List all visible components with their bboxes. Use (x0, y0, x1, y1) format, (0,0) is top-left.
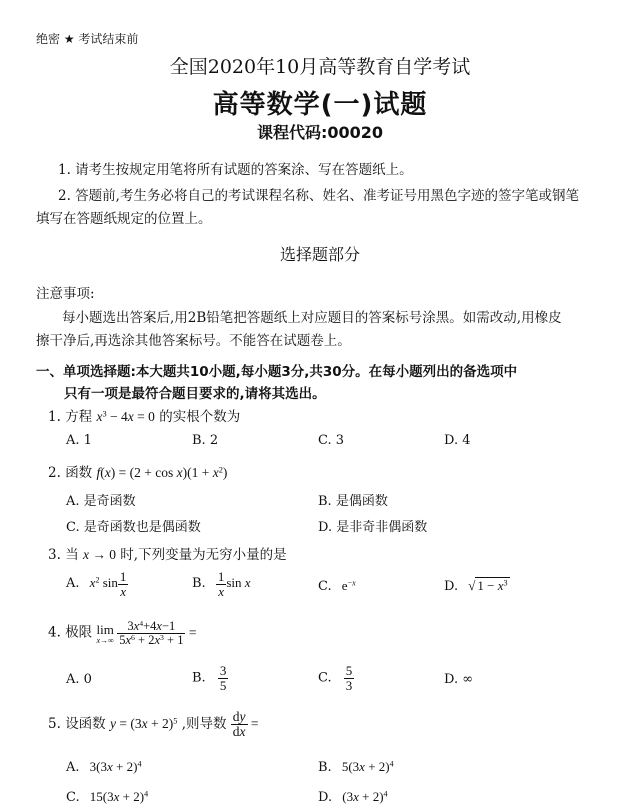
question-number: 5. (48, 715, 61, 732)
formula: $x^2$ sin $\frac{1}{x}$ (89, 569, 127, 599)
q3-option-c (318, 578, 356, 594)
question-text: 设函数 (65, 715, 106, 732)
option-letter: A. (66, 576, 80, 592)
option-letter: C. (66, 790, 80, 805)
formula: $e^{-x}$ (341, 578, 356, 593)
instruction-1: 1. 请考生按规定用笔将所有试题的答案涂、写在答题纸上。 (58, 162, 413, 178)
formula: $3(3x + 2)^4$ (89, 759, 142, 774)
question-text: 函数 (65, 465, 93, 481)
formula: $\frac{5}{3}$ (345, 663, 353, 693)
q2-option-a: A. 是奇函数 (66, 494, 136, 509)
formula: $(3x + 2)^4$ (342, 789, 388, 804)
question-3 (48, 543, 287, 563)
option-letter: C. (318, 670, 332, 686)
option-letter: C. (318, 579, 332, 594)
q2-option-d: D. 是非奇非偶函数 (318, 520, 428, 535)
formula: $\frac{3}{5}$ (219, 663, 227, 693)
q2-option-c: C. 是奇函数也是偶函数 (66, 520, 201, 535)
option-letter: B. (192, 670, 206, 686)
question-text: ,则导数 (181, 715, 227, 732)
question-text: 方程 (65, 409, 93, 425)
option-letter: B. (192, 576, 206, 592)
formula: x → 0 (82, 547, 116, 562)
q5-option-a (66, 759, 142, 775)
course-code: 课程代码:00020 (256, 123, 384, 142)
question-text: 极限 (65, 624, 93, 641)
q4-option-c (318, 664, 354, 692)
option-letter: B. (318, 760, 332, 775)
q3-option-d (444, 578, 510, 594)
question-number: 1. (48, 409, 61, 425)
question-2 (48, 461, 227, 481)
question-1 (48, 405, 240, 425)
formula: $\frac{1}{x}$ sin x (217, 569, 251, 599)
question-4 (48, 620, 196, 647)
question-text: 时,下列变量为无穷小量的是 (120, 547, 287, 563)
option-letter: A. (66, 760, 80, 775)
notes-line-1: 每小题选出答案后,用2B铅笔把答题纸上对应题目的答案标号涂黑。如需改动,用橡皮 (62, 310, 562, 326)
section-heading-cont: 只有一项是最符合题目要求的,请将其选出。 (64, 386, 326, 402)
q1-option-a: A. 1 (66, 433, 92, 448)
question-5 (48, 710, 259, 739)
q2-option-b: B. 是偶函数 (318, 494, 388, 509)
option-letter: D. (444, 579, 459, 594)
question-number: 4. (48, 624, 61, 641)
notes-heading: 注意事项: (36, 286, 95, 302)
formula: √ $1 - x^3$ (468, 578, 508, 593)
q3-option-b (192, 570, 251, 598)
formula: $\frac{dy}{dx}$ = (232, 709, 259, 740)
instruction-2: 2. 答题前,考生务必将自己的考试课程名称、姓名、准考证号用黑色字迹的签字笔或钢笔 (58, 188, 579, 204)
formula: $x^3 - 4x = 0$ (96, 409, 155, 424)
q1-option-b: B. 2 (192, 433, 219, 448)
secret-label: 绝密 ★ 考试结束前 (36, 32, 139, 46)
q1-option-d: D. 4 (444, 433, 471, 448)
formula: $y = (3x + 2)^5$ (109, 715, 178, 731)
notes-line-2: 擦干净后,再选涂其他答案标号。不能答在试题卷上。 (36, 333, 351, 349)
option-letter: D. (318, 790, 333, 805)
formula: lim x→∞ $\frac{3x^4+4x-1}{5x^6 + 2x^3 + 1}$ = (96, 618, 197, 648)
q4-option-b (192, 664, 228, 692)
part-title: 选择题部分 (279, 245, 360, 264)
section-heading: 一、单项选择题:本大题共10小题,每小题3分,共30分。在每小题列出的备选项中 (36, 364, 518, 380)
question-number: 3. (48, 547, 61, 563)
question-text: 的实根个数为 (159, 409, 241, 425)
formula: $f(x) = (2 + \cos x)(1 + x^2)$ (96, 465, 228, 480)
formula: $5(3x + 2)^4$ (341, 759, 394, 774)
question-number: 2. (48, 465, 61, 481)
q1-option-c: C. 3 (318, 433, 345, 448)
formula: $15(3x + 2)^4$ (89, 789, 149, 804)
q4-option-a: A. 0 (66, 672, 92, 687)
paper-title: 高等数学(一)试题 (212, 90, 428, 120)
q3-option-a (66, 570, 128, 598)
q4-option-d: D. ∞ (444, 672, 474, 687)
question-text: 当 (65, 547, 79, 563)
q5-option-b (318, 759, 394, 775)
q5-option-d (318, 789, 388, 805)
exam-title: 全国2020年10月高等教育自学考试 (169, 56, 471, 78)
q5-option-c (66, 789, 148, 805)
instruction-2-cont: 填写在答题纸规定的位置上。 (36, 211, 212, 227)
